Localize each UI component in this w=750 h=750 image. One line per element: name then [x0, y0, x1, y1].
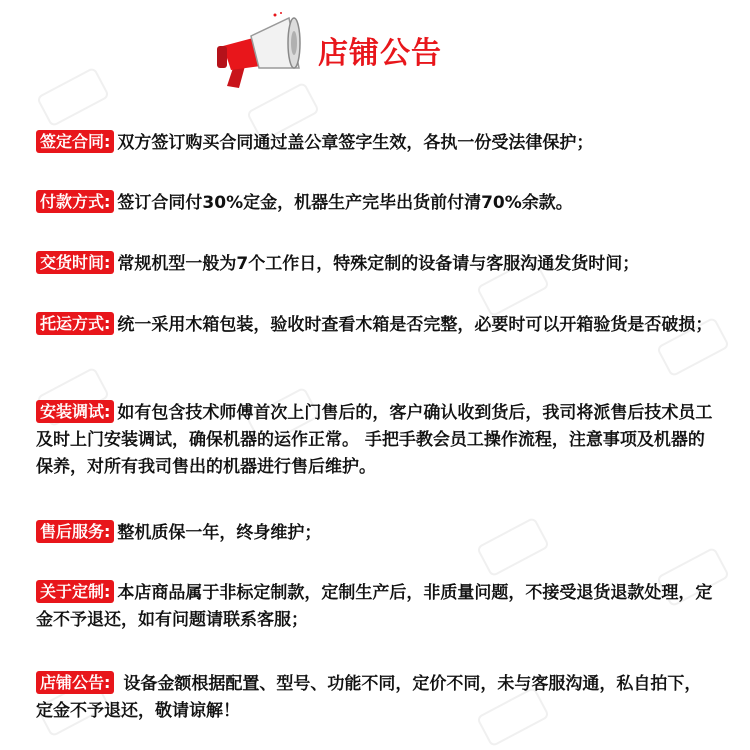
notice-text: 设备金额根据配置、型号、功能不同，定价不同，未与客服沟通，私自拍下，定金不予退还，敬请谅解！ — [36, 674, 702, 721]
notice-label: 关于定制: — [36, 580, 114, 603]
notice-item-payment — [36, 190, 716, 217]
notice-text: 统一采用木箱包装，验收时查看木箱是否完整，必要时可以开箱验货是否破损； — [117, 315, 713, 335]
notice-item-contract — [36, 130, 716, 157]
notice-item-installation — [36, 400, 716, 481]
notice-label: 交货时间: — [36, 251, 114, 274]
notice-header — [0, 0, 750, 110]
notice-text: 整机质保一年，终身维护； — [117, 523, 322, 543]
notice-item-after-sales — [36, 520, 716, 547]
notice-label: 托运方式: — [36, 312, 114, 335]
notice-text: 双方签订购买合同通过盖公章签字生效，各执一份受法律保护； — [117, 133, 594, 153]
notice-text: 如有包含技术师傅首次上门售后的，客户确认收到货后，我司将派售后技术员工及时上门安装调试，确保机器的运作正常。 手把手教会员工操作流程，注意事项及机器的保养，对所有我司售出的机器进行售后维护。 — [36, 403, 713, 477]
notice-label: 签定合同: — [36, 130, 114, 153]
notice-text: 签订合同付30%定金，机器生产完毕出货前付清70%余款。 — [117, 193, 573, 213]
megaphone-icon — [205, 12, 305, 92]
page-title: 店铺公告 — [318, 36, 442, 71]
notice-text: 本店商品属于非标定制款，定制生产后，非质量问题，不接受退货退款处理，定金不予退还，如有问题请联系客服； — [36, 583, 713, 630]
notice-label: 售后服务: — [36, 520, 114, 543]
notice-item-customization — [36, 580, 716, 634]
notice-item-delivery — [36, 251, 716, 278]
notice-item-shipping — [36, 312, 716, 339]
notice-label: 安装调试: — [36, 400, 114, 423]
notice-label: 付款方式: — [36, 190, 114, 213]
notice-label: 店铺公告: — [36, 671, 114, 694]
notice-item-shop-notice — [36, 671, 716, 725]
notice-text: 常规机型一般为7个工作日，特殊定制的设备请与客服沟通发货时间； — [117, 254, 640, 274]
